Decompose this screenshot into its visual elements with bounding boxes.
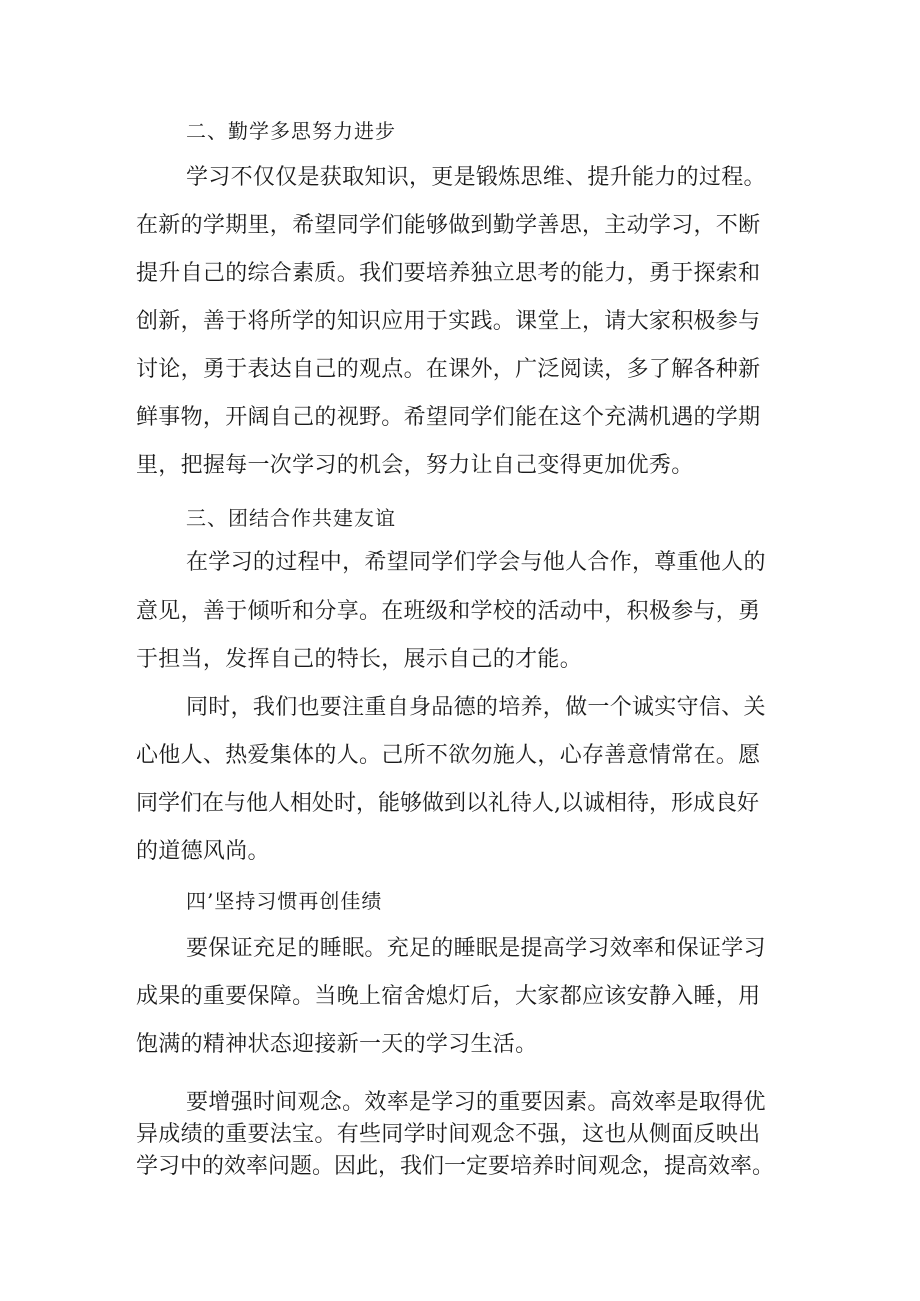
paragraph-line: 里，把握每一次学习的机会，努力让自己变得更加优秀。	[136, 453, 694, 478]
section-heading: 二、勤学多思努力进步	[186, 119, 396, 143]
paragraph-line: 成果的重要保障。当晚上宿舍熄灯后，大家都应该安静入睡，用	[136, 984, 761, 1009]
paragraph-line: 创新，善于将所学的知识应用于实践。课堂上，请大家积极参与	[136, 309, 761, 334]
paragraph-line: 同时，我们也要注重自身品德的培养，做一个诚实守信、关	[186, 695, 766, 720]
paragraph-line: 在学习的过程中，希望同学们学会与他人合作，尊重他人的	[186, 550, 766, 575]
paragraph-line: 提升自己的综合素质。我们要培养独立思考的能力，勇于探索和	[136, 261, 761, 286]
paragraph-line: 鲜事物，开阔自己的视野。希望同学们能在这个充满机遇的学期	[136, 405, 761, 430]
paragraph-line: 的道德风尚。	[136, 839, 270, 864]
paragraph-line: 同学们在与他人相处时，能够做到以礼待人,以诚相待，形成良好	[136, 791, 759, 816]
section-heading: 三、团结合作共建友谊	[186, 506, 396, 530]
section-heading: 四’坚持习惯再创佳绩	[186, 889, 383, 913]
paragraph-line: 要保证充足的睡眠。充足的睡眠是提高学习效率和保证学习	[186, 936, 766, 961]
paragraph-line: 异成绩的重要法宝。有些同学时间观念不强，这也从侧面反映出	[136, 1122, 761, 1147]
paragraph-line: 学习不仅仅是获取知识，更是锻炼思维、提升能力的过程。	[186, 165, 766, 190]
paragraph-line: 心他人、热爱集体的人。己所不欲勿施人，心存善意情常在。愿	[136, 743, 761, 768]
paragraph-line: 饱满的精神状态迎接新一天的学习生活。	[136, 1032, 538, 1057]
paragraph-line: 意见，善于倾听和分享。在班级和学校的活动中，积极参与，勇	[136, 599, 761, 624]
paragraph-line: 学习中的效率问题。因此，我们一定要培养时间观念，提高效率。	[136, 1154, 775, 1179]
paragraph-line: 在新的学期里，希望同学们能够做到勤学善思，主动学习，不断	[136, 213, 761, 238]
paragraph-line: 讨论，勇于表达自己的观点。在课外，广泛阅读，多了解各种新	[136, 357, 761, 382]
paragraph-line: 于担当，发挥自己的特长，展示自己的才能。	[136, 647, 583, 672]
paragraph-line: 要增强时间观念。效率是学习的重要因素。高效率是取得优	[186, 1090, 766, 1115]
